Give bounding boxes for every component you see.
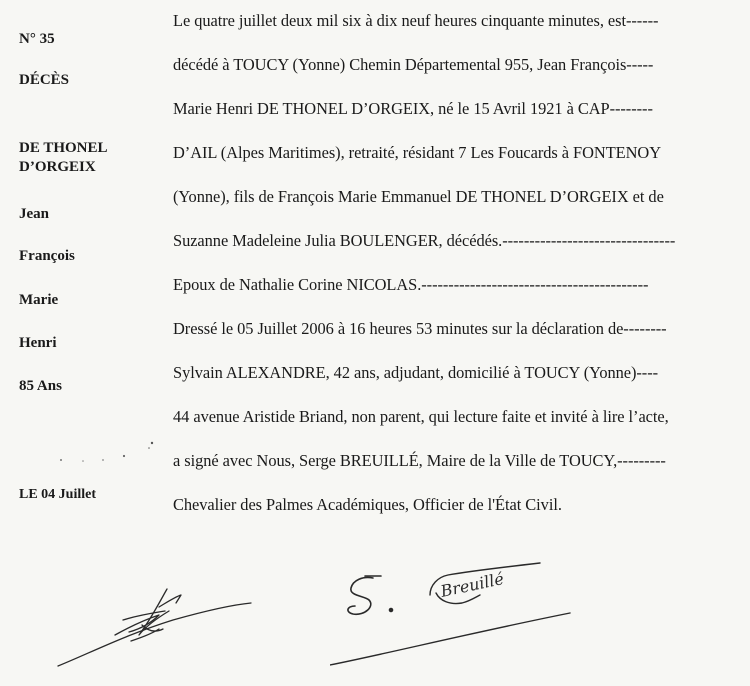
surname-line-2: D’ORGEIX: [19, 159, 96, 175]
body-line: Le quatre juillet deux mil six à dix neuf heures cinquante minutes, est------: [173, 11, 659, 30]
margin-date: LE 04 Juillet: [19, 487, 97, 502]
given-name-3: Marie: [19, 292, 59, 308]
body-line: (Yonne), fils de François Marie Emmanuel DE THONEL D’ORGEIX et de: [173, 187, 664, 206]
paper-specks: [55, 430, 175, 470]
given-name-2: François: [19, 248, 75, 264]
body-line: Suzanne Madeleine Julia BOULENGER, décédés.--------------------------------: [173, 231, 676, 250]
body-line: décédé à TOUCY (Yonne) Chemin Départemental 955, Jean François-----: [173, 55, 654, 74]
record-type: DÉCÈS: [19, 72, 70, 88]
age: 85 Ans: [19, 378, 62, 394]
body-line: Sylvain ALEXANDRE, 42 ans, adjudant, domicilié à TOUCY (Yonne)----: [173, 363, 659, 382]
given-name-1: Jean: [19, 206, 49, 222]
surname-line-1: DE THONEL: [19, 140, 108, 156]
body-line: Epoux de Nathalie Corine NICOLAS.------------------------------------------: [173, 275, 649, 294]
body-line: Dressé le 05 Juillet 2006 à 16 heures 53 minutes sur la déclaration de--------: [173, 319, 667, 338]
declarant-signature: [55, 575, 255, 670]
given-name-4: Henri: [19, 335, 57, 351]
body-line: a signé avec Nous, Serge BREUILLÉ, Maire de la Ville de TOUCY,---------: [173, 451, 666, 470]
mayor-signature: [330, 555, 580, 670]
body-line: D’AIL (Alpes Maritimes), retraité, résidant 7 Les Foucards à FONTENOY: [173, 143, 661, 162]
body-line: Marie Henri DE THONEL D’ORGEIX, né le 15 Avril 1921 à CAP--------: [173, 99, 653, 118]
record-number: N° 35: [19, 31, 55, 47]
body-line: 44 avenue Aristide Briand, non parent, qui lecture faite et invité à lire l’acte,: [173, 407, 669, 426]
body-line: Chevalier des Palmes Académiques, Officier de l'État Civil.: [173, 495, 562, 514]
mayor-signature-text: Breuillé: [438, 569, 506, 601]
